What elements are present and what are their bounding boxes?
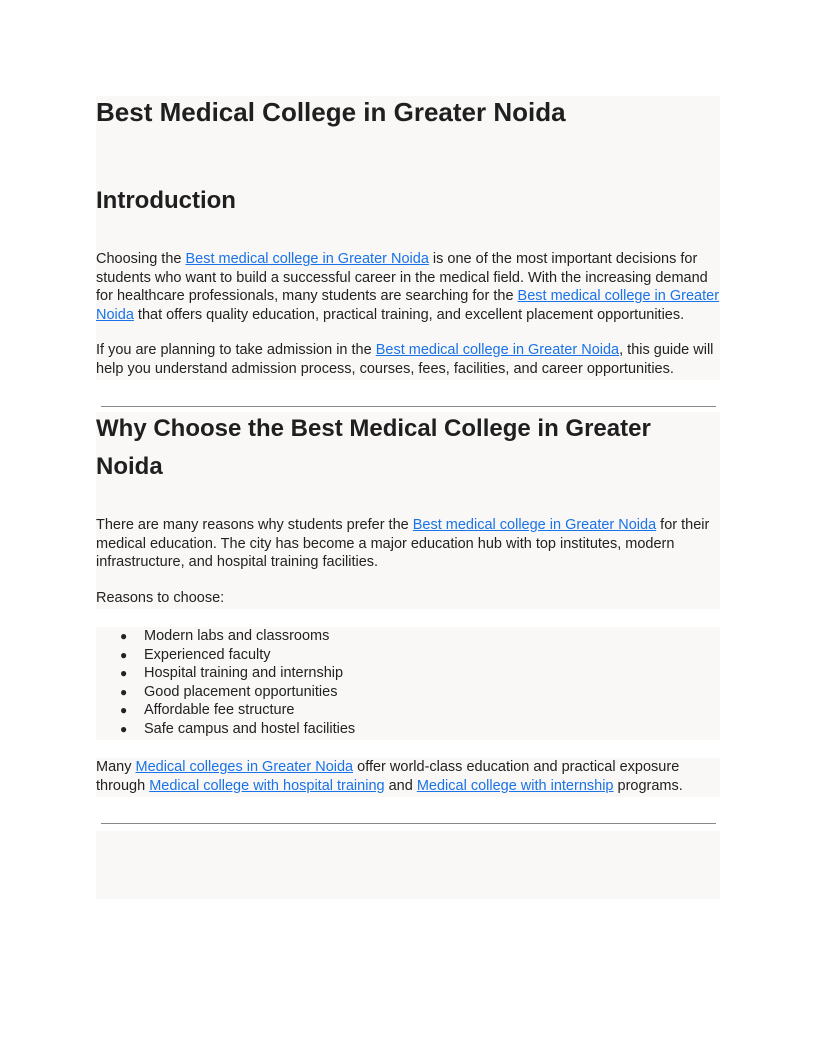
bullet-icon: ● — [120, 703, 128, 717]
why-paragraph: There are many reasons why students prefer the Best medical college in Greater Noida for their medical education. The city has become a major education hub with top institutes, modern infrastructure, and hospital training facilities. — [96, 517, 710, 571]
list-item: ● Safe campus and hostel facilities — [120, 720, 356, 737]
bullet-icon: ● — [120, 721, 128, 736]
bullet-icon: ● — [120, 629, 128, 643]
empty-section-background — [96, 831, 720, 899]
list-item: ● Hospital training and internship — [120, 665, 344, 681]
closing-paragraph: Many Medical colleges in Greater Noida offer world-class education and practical exposure through Medical college with hospital training and Medical college with internship programs. — [96, 759, 683, 794]
list-item: ● Affordable fee structure — [120, 702, 295, 718]
intro-section-background — [96, 96, 720, 380]
page-title: Best Medical College in Greater Noida — [96, 97, 566, 127]
internship-link[interactable]: Medical college with internship — [416, 777, 614, 794]
best-medical-college-link[interactable]: Best medical college in Greater Noida — [185, 251, 429, 267]
hospital-training-link[interactable]: Medical college with hospital training — [149, 777, 385, 794]
best-medical-college-link[interactable]: Best medical college in Greater Noida — [96, 288, 720, 323]
intro-paragraph-2: If you are planning to take admission in the Best medical college in Greater Noida, this guide will help you understand admission process, courses, fees, facilities, and career opportunities. — [96, 342, 714, 377]
list-item: ● Experienced faculty — [120, 646, 271, 663]
intro-heading: Introduction — [96, 187, 236, 214]
intro-paragraph-1: Choosing the Best medical college in Greater Noida is one of the most important decisions for students who want to build a successful career in the medical field. With the increasing demand for healthcare professionals, many students are searching for the Best medical college in Greater Noida that offers quality education, practical training, and excellent placement opportunities. — [96, 251, 720, 323]
horizontal-divider — [101, 406, 716, 407]
bullet-icon: ● — [120, 647, 128, 662]
medical-colleges-link[interactable]: Medical colleges in Greater Noida — [135, 759, 354, 775]
reasons-list — [96, 627, 355, 738]
list-item: ● Good placement opportunities — [120, 683, 338, 700]
reasons-label: Reasons to choose: — [96, 590, 225, 606]
horizontal-divider — [101, 823, 716, 824]
bullet-icon: ● — [120, 684, 128, 699]
why-choose-heading: Why Choose the Best Medical College in Greater Noida — [96, 415, 651, 480]
best-medical-college-link[interactable]: Best medical college in Greater Noida — [412, 517, 657, 533]
best-medical-college-link[interactable]: Best medical college in Greater Noida — [375, 342, 620, 358]
list-item: ● Modern labs and classrooms — [120, 628, 330, 644]
bullet-icon: ● — [120, 666, 128, 680]
